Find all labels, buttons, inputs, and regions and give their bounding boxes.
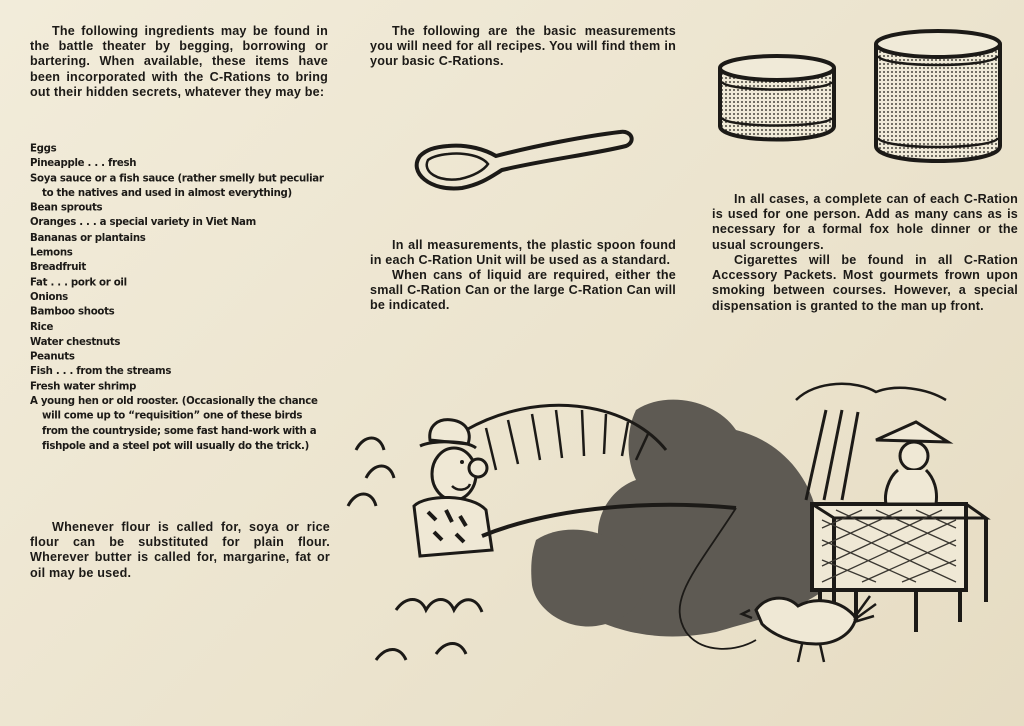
ingredient-item: Rice: [30, 321, 54, 333]
ingredient-item: Pineapple . . . fresh: [30, 157, 137, 170]
ingredient-item: Lemons: [30, 247, 73, 259]
ingredient-item: Bamboo shoots: [30, 306, 115, 319]
liquid-measurement-paragraph: When cans of liquid are required, either the small C-Ration Can or the large C-Ration Can will be indicated.: [370, 268, 676, 313]
ingredient-item: Peanuts: [30, 351, 75, 363]
ingredient-item: Soya sauce or a fish sauce (rather smelly but peculiar to the natives and used in almost everything): [30, 172, 324, 200]
plastic-spoon-illustration: [404, 124, 636, 196]
ingredient-item: Fat . . . pork or oil: [30, 276, 127, 289]
ingredient-item: Fresh water shrimp: [30, 380, 137, 393]
intro-paragraph: The following ingredients may be found in the battle theater by begging, borrowing or bartering. When available, these items have been incorporated with the C-Rations to bring out their hidden secrets, whatever they may be:: [30, 24, 328, 99]
ingredients-list: [30, 142, 330, 454]
ingredient-item: Breadfruit: [30, 261, 86, 274]
ingredient-item: Onions: [30, 291, 68, 304]
soldier-fishing-chicken-cartoon: [336, 370, 1016, 670]
ingredient-item: Bananas or plantains: [30, 232, 146, 244]
ingredient-item: Bean sprouts: [30, 202, 103, 214]
flour-substitution-paragraph: Whenever flour is called for, soya or rice flour can be substituted for plain flour. Wherever butter is called for, margarine, fat or oil may be used.: [30, 520, 330, 580]
ingredient-item: Eggs: [30, 143, 57, 155]
ingredient-item: Water chestnuts: [30, 336, 121, 348]
small-c-ration-can-illustration: [716, 52, 840, 148]
large-c-ration-can-illustration: [870, 26, 1006, 168]
ingredient-item: Fish . . . from the streams: [30, 366, 172, 378]
ingredient-item: Oranges . . . a special variety in Viet Nam: [30, 217, 256, 229]
cigarettes-paragraph: Cigarettes will be found in all C-Ration Accessory Packets. Most gourmets frown upon smoking between courses. However, a special dispensation is granted to the man up front.: [712, 253, 1018, 313]
ingredient-item: A young hen or old rooster. (Occasionally the chance will come up to “requisition” one of these birds from the countryside; some fast hand-work with a fishpole and a steel pot will usually do the trick.): [30, 395, 318, 452]
measurements-intro-paragraph: The following are the basic measurements you will need for all recipes. You will find them in your basic C-Rations.: [370, 24, 676, 69]
cases-paragraph: In all cases, a complete can of each C-Ration is used for one person. Add as many cans as is necessary for a formal fox hole dinner or the usual scroungers.: [712, 192, 1018, 252]
spoon-measurement-paragraph: In all measurements, the plastic spoon found in each C-Ration Unit will be used as a standard.: [370, 238, 676, 268]
